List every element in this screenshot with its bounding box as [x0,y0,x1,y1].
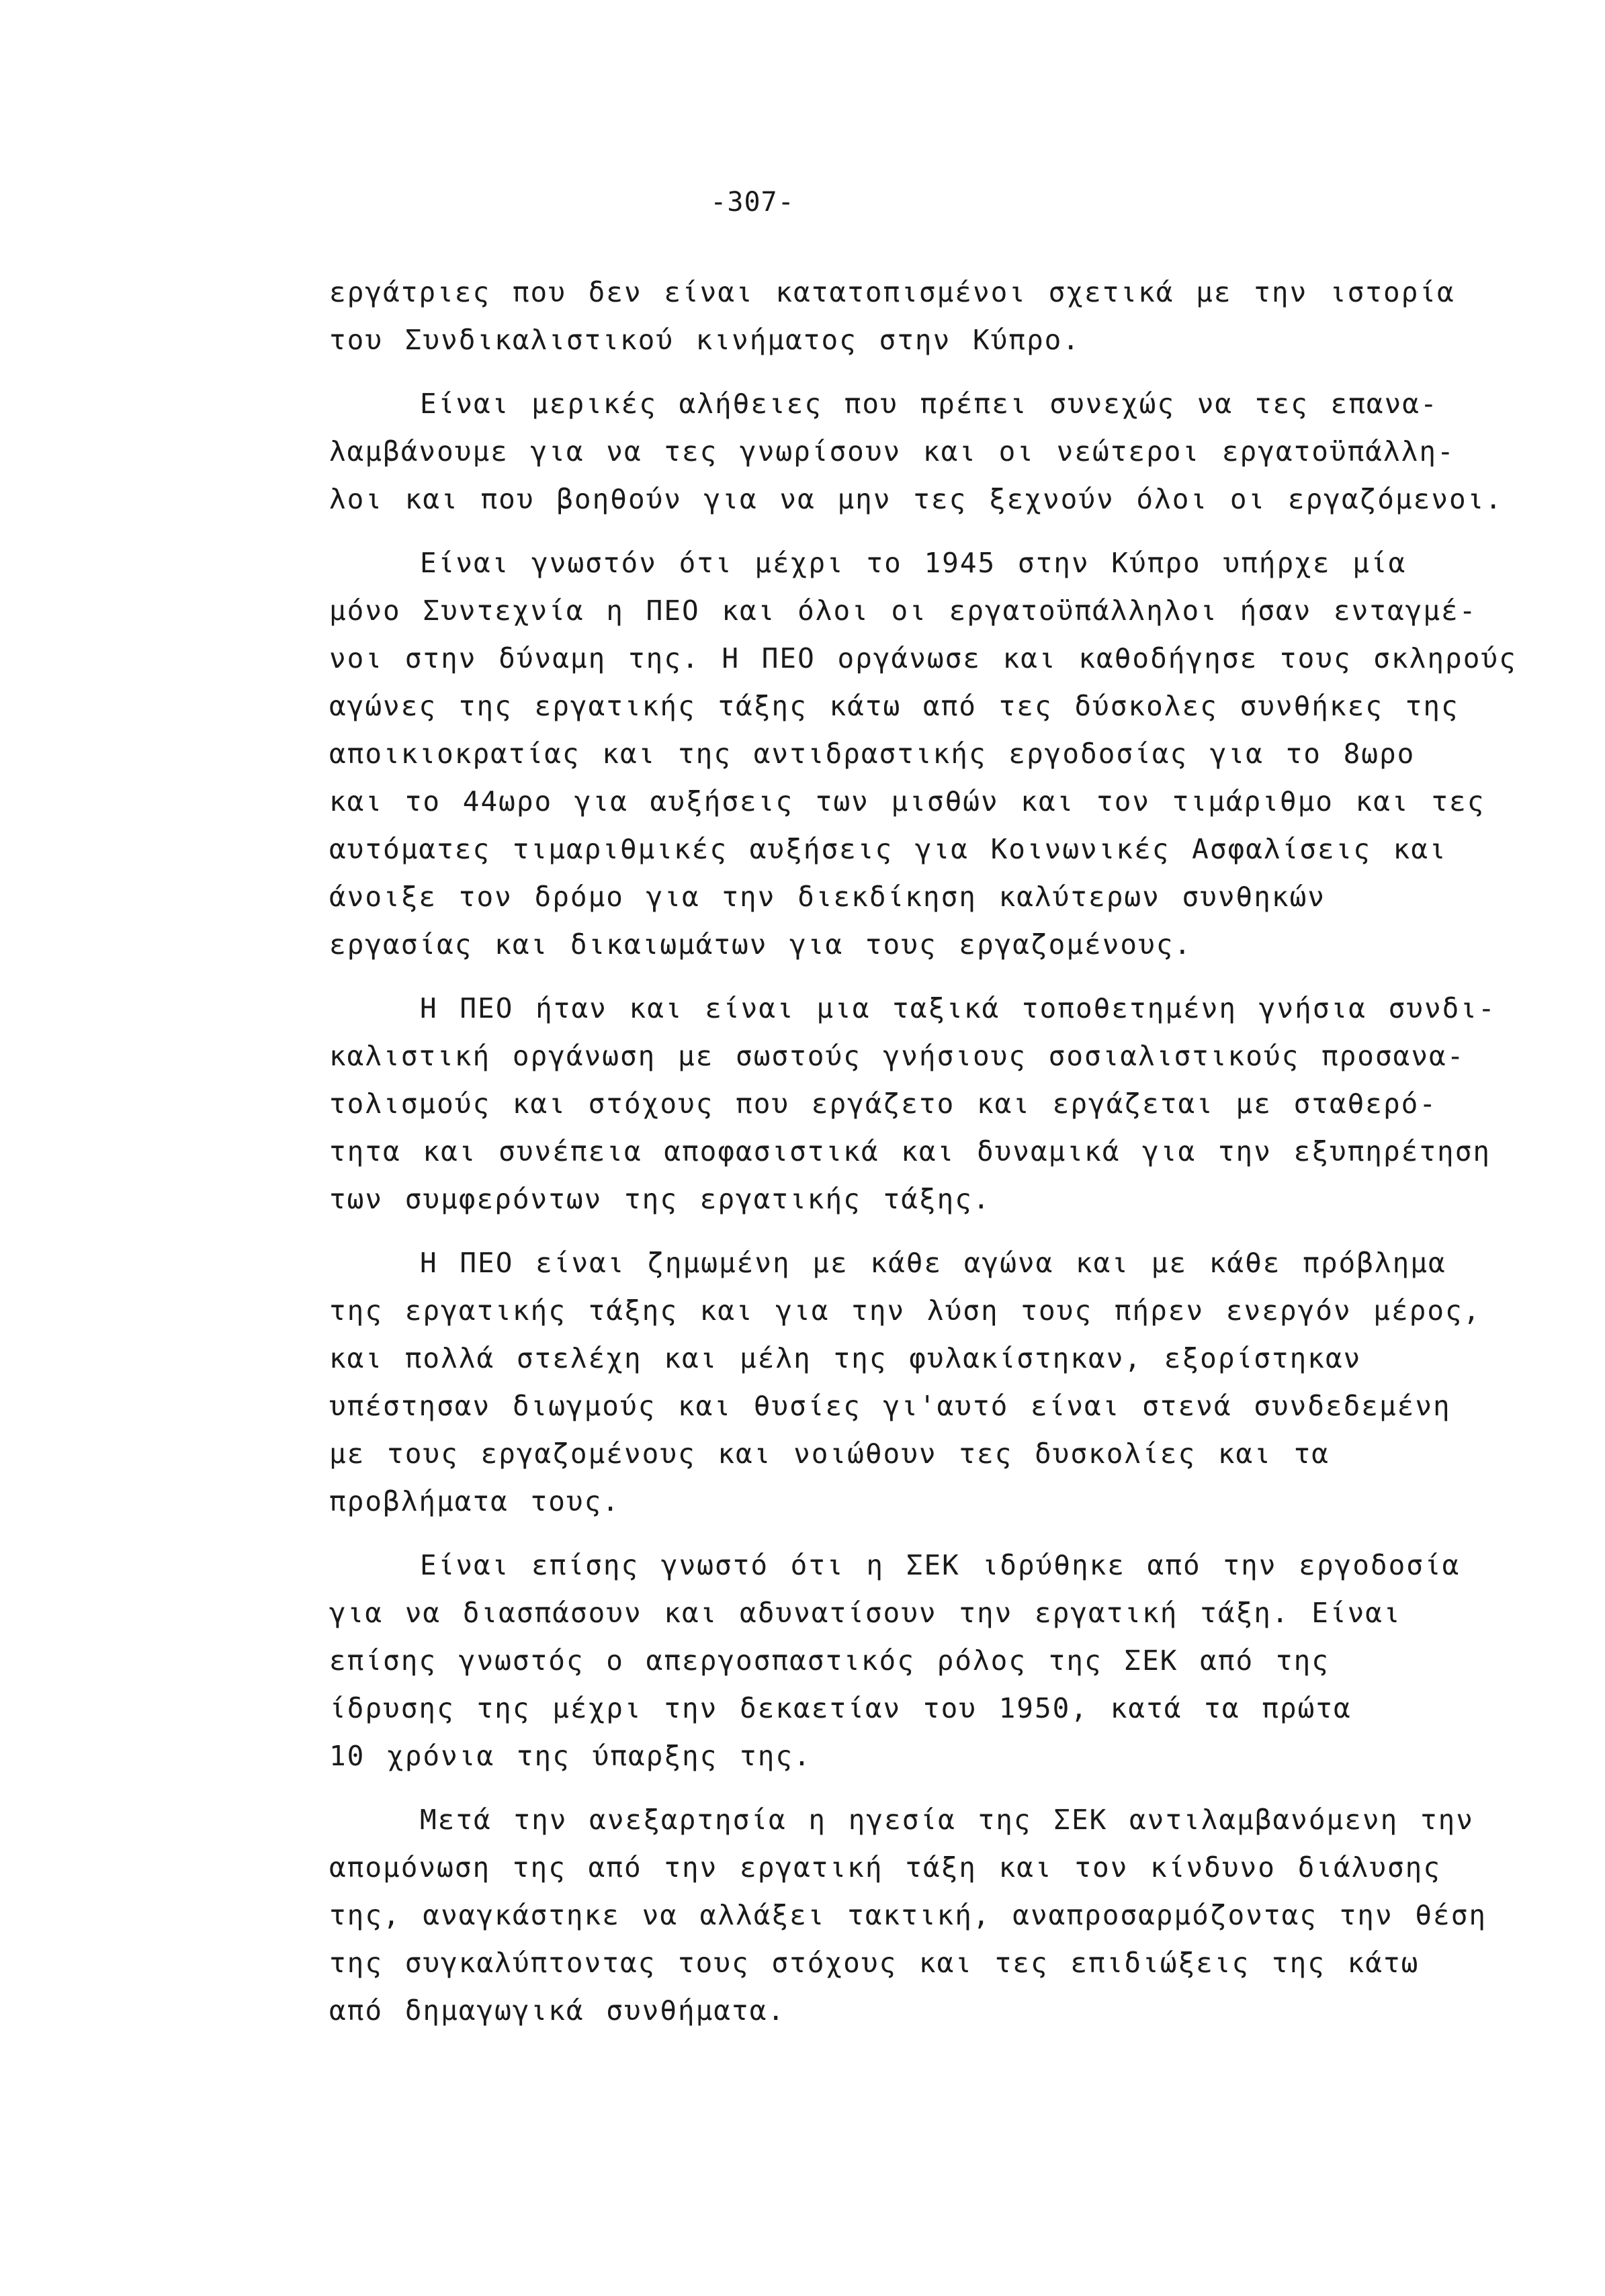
paragraph [329,1796,1525,2035]
text-line: Είναι μερικές αλήθειες που πρέπει συνεχώς να τες επανα- [420,388,1438,420]
text-line: των συμφερόντων της εργατικής τάξης. [329,1183,991,1215]
paragraph [329,539,1525,969]
text-line: καλιστική οργάνωση με σωστούς γνήσιους σοσιαλιστικούς προσανα- [329,1040,1465,1072]
paragraph [329,985,1525,1223]
text-line: μόνο Συντεχνία η ΠΕΟ και όλοι οι εργατοϋπάλληλοι ήσαν ενταγμέ- [329,594,1477,627]
text-line: Μετά την ανεξαρτησία η ηγεσία της ΣΕΚ αντιλαμβανόμενη την [420,1804,1474,1836]
text-line: 10 χρόνια της ύπαρξης της. [329,1740,812,1772]
text-line: τολισμούς και στόχους που εργάζετο και εργάζεται με σταθερό- [329,1088,1438,1120]
text-line: του Συνδικαλιστικού κινήματος στην Κύπρο. [329,324,1081,356]
text-line: νοι στην δύναμη της. Η ΠΕΟ οργάνωσε και καθοδήγησε τους σκληρούς [329,642,1517,674]
text-line: για να διασπάσουν και αδυνατίσουν την εργατική τάξη. Είναι [329,1597,1401,1629]
body-text [329,269,1525,2035]
text-line: με τους εργαζομένους και νοιώθουν τες δυσκολίες και τα [329,1438,1330,1470]
text-line: από δημαγωγικά συνθήματα. [329,1994,786,2027]
text-line: εργασίας και δικαιωμάτων για τους εργαζομένους. [329,928,1192,961]
text-line: επίσης γνωστός ο απεργοσπαστικός ρόλος της ΣΕΚ από της [329,1644,1330,1677]
text-line: και πολλά στελέχη και μέλη της φυλακίστηκαν, εξορίστηκαν [329,1342,1362,1374]
text-line: της συγκαλύπτοντας τους στόχους και τες επιδιώξεις της κάτω [329,1947,1420,1979]
text-line: της, αναγκάστηκε να αλλάξει τακτική, αναπροσαρμόζοντας την θέση [329,1899,1487,1931]
text-line: ίδρυσης της μέχρι την δεκαετίαν του 1950, κατά τα πρώτα [329,1692,1352,1724]
text-line: και το 44ωρο για αυξήσεις των μισθών και τον τιμάριθμο και τες [329,785,1485,818]
text-line: εργάτριες που δεν είναι κατατοπισμένοι σχετικά με την ιστορία [329,276,1455,308]
paragraph [329,380,1525,523]
text-line: Είναι επίσης γνωστό ότι η ΣΕΚ ιδρύθηκε από την εργοδοσία [420,1549,1461,1581]
text-line: αποικιοκρατίας και της αντιδραστικής εργοδοσίας για το 8ωρο [329,738,1416,770]
paragraph [329,1542,1525,1780]
text-line: αγώνες της εργατικής τάξης κάτω από τες δύσκολες συνθήκες της [329,690,1459,722]
text-line: προβλήματα τους. [329,1485,620,1517]
paragraph [329,1239,1525,1526]
text-line: λοι και που βοηθούν για να μην τες ξεχνούν όλοι οι εργαζόμενοι. [329,483,1504,515]
text-line: τητα και συνέπεια αποφασιστικά και δυναμικά για την εξυπηρέτηση [329,1135,1491,1167]
text-line: άνοιξε τον δρόμο για την διεκδίκηση καλύτερων συνθηκών [329,881,1326,913]
text-line: απομόνωση της από την εργατική τάξη και τον κίνδυνο διάλυσης [329,1851,1442,1884]
text-line: λαμβάνουμε για να τες γνωρίσουν και οι νεώτεροι εργατοϋπάλλη- [329,435,1455,468]
text-line: αυτόματες τιμαριθμικές αυξήσεις για Κοινωνικές Ασφαλίσεις και [329,833,1447,865]
text-line: Είναι γνωστόν ότι μέχρι το 1945 στην Κύπρο υπήρχε μία [420,547,1407,579]
text-line: υπέστησαν διωγμούς και θυσίες γι'αυτό είναι στενά συνδεδεμένη [329,1390,1451,1422]
text-line: Η ΠΕΟ είναι ζημωμένη με κάθε αγώνα και με κάθε πρόβλημα [420,1247,1446,1279]
paragraph [329,269,1525,364]
text-line: Η ΠΕΟ ήταν και είναι μια ταξικά τοποθετημένη γνήσια συνδι- [420,992,1496,1024]
text-line: της εργατικής τάξης και για την λύση τους πήρεν ενεργόν μέρος, [329,1294,1481,1327]
page-number: -307- [710,187,795,218]
